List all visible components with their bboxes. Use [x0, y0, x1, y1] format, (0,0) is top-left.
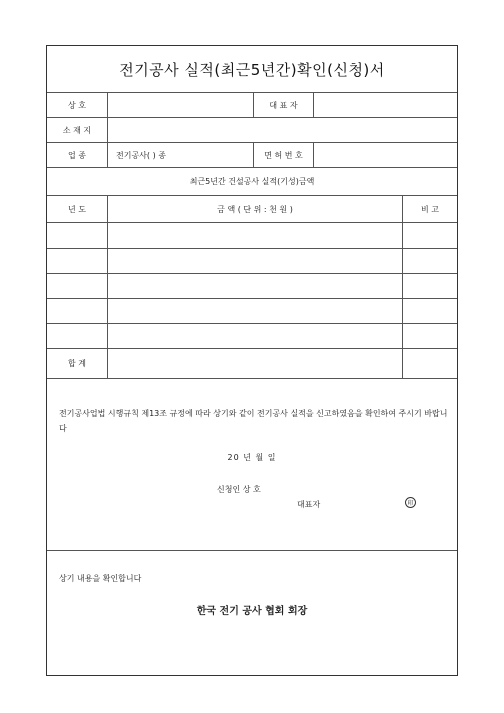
- company-field[interactable]: [107, 93, 253, 117]
- year-cell[interactable]: [47, 249, 107, 273]
- amount-cell[interactable]: [107, 324, 402, 348]
- section-title: 최근5년간 건설공사 실적(기성)금액: [189, 177, 315, 186]
- declaration-block: [47, 379, 457, 551]
- year-cell[interactable]: [47, 299, 107, 323]
- association-signature: 한국 전기 공사 협회 회장: [196, 606, 308, 617]
- amount-cell[interactable]: [107, 249, 402, 273]
- amount-cell[interactable]: [107, 223, 402, 248]
- total-label: 합 계: [68, 359, 86, 368]
- table-row: [47, 249, 457, 274]
- representative-sign-label: 대표자: [297, 500, 321, 509]
- section-title-row: [47, 168, 457, 196]
- total-amount-cell[interactable]: [107, 349, 402, 378]
- amount-cell[interactable]: [107, 274, 402, 298]
- industry-field[interactable]: 전기공사( ) 종: [107, 143, 253, 167]
- remark-cell[interactable]: [402, 324, 457, 348]
- address-label: 소 재 지: [62, 125, 92, 135]
- year-header: 년 도: [68, 204, 86, 214]
- seal-mark: 印: [405, 497, 416, 508]
- license-number-field[interactable]: [313, 143, 457, 167]
- table-row: [47, 299, 457, 324]
- table-row: [47, 274, 457, 299]
- year-cell[interactable]: [47, 324, 107, 348]
- form-title: 전기공사 실적(최근5년간)확인(신청)서: [119, 60, 385, 79]
- address-row: [47, 118, 457, 143]
- title-row: [47, 46, 457, 93]
- year-cell[interactable]: [47, 274, 107, 298]
- amount-cell[interactable]: [107, 299, 402, 323]
- remark-cell[interactable]: [402, 299, 457, 323]
- table-row: [47, 324, 457, 349]
- declaration-text: 전기공사업법 시행규칙 제13조 규정에 따라 상기와 같이 전기공사 실적을 신고하였음을 확인하여 주시기 바랍니다: [59, 409, 448, 433]
- company-label: 상 호: [68, 100, 86, 110]
- table-header-row: [47, 196, 457, 223]
- confirmation-form: [46, 45, 458, 676]
- remark-cell[interactable]: [402, 274, 457, 298]
- industry-label: 업 종: [68, 150, 86, 160]
- total-remark-cell[interactable]: [402, 349, 457, 378]
- remark-header: 비 고: [402, 196, 457, 222]
- table-row: [47, 223, 457, 249]
- industry-row: [47, 143, 457, 168]
- applicant-label: 신청인 상 호: [217, 485, 261, 494]
- remark-cell[interactable]: [402, 249, 457, 273]
- year-cell[interactable]: [47, 223, 107, 248]
- total-row: [47, 349, 457, 379]
- representative-field[interactable]: [313, 93, 457, 117]
- remark-cell[interactable]: [402, 223, 457, 248]
- address-field[interactable]: [107, 118, 457, 142]
- company-row: [47, 93, 457, 118]
- amount-header: 금 액 ( 단 위 : 천 원 ): [107, 196, 402, 222]
- confirm-text: 상기 내용을 확인합니다: [59, 574, 142, 583]
- representative-label: 대 표 자: [253, 93, 313, 117]
- date-line: 20 년 월 일: [227, 453, 277, 462]
- license-number-label: 면 허 번 호: [253, 143, 313, 167]
